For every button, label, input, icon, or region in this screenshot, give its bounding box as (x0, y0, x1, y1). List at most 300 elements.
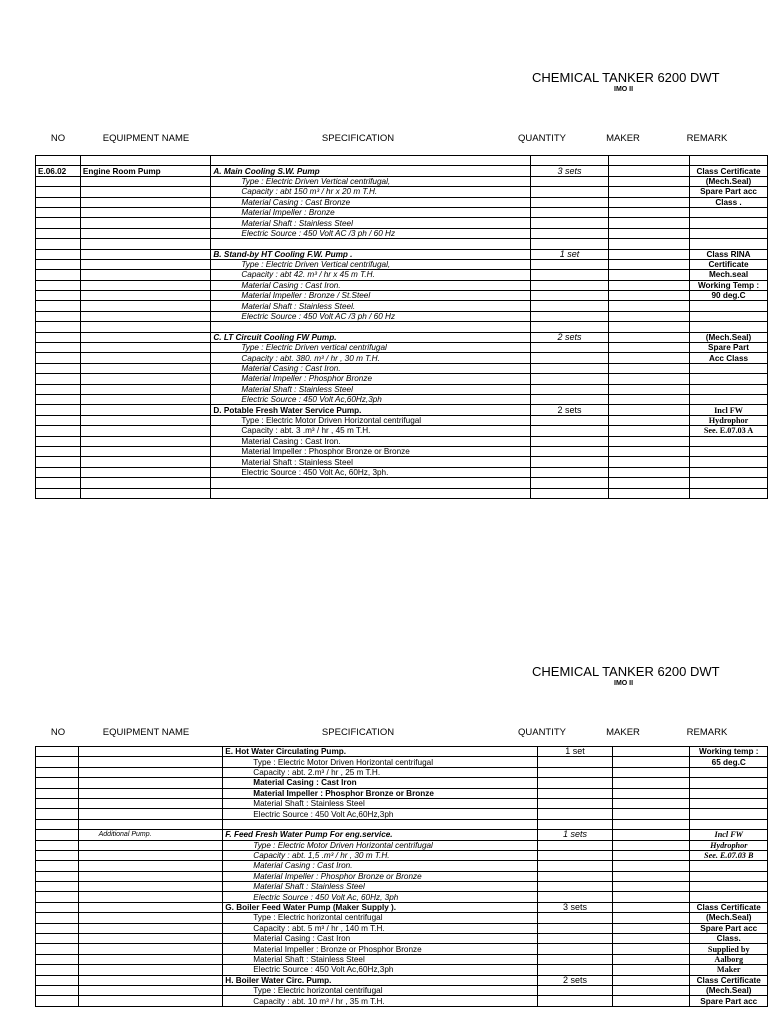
header-quantity: QUANTITY (517, 133, 567, 144)
table-row (36, 892, 768, 902)
cell-quantity: 3 sets (537, 902, 612, 912)
cell-specification: Type : Electric horizontal centrifugal (223, 985, 538, 995)
table-row (36, 840, 768, 850)
cell-no (36, 488, 81, 498)
cell-quantity (531, 363, 609, 373)
table-row (36, 944, 768, 954)
cell-remark (690, 457, 768, 467)
cell-remark (690, 311, 768, 321)
table-row (36, 809, 768, 819)
cell-remark: (Mech.Seal) (690, 332, 768, 342)
cell-equipment-name (78, 944, 223, 954)
table-row (36, 228, 768, 238)
table-row (36, 166, 768, 176)
table-row (36, 291, 768, 301)
cell-maker (608, 166, 689, 176)
table-row (36, 374, 768, 384)
cell-no: E.06.02 (36, 166, 81, 176)
cell-equipment-name (80, 467, 211, 477)
cell-remark (690, 819, 768, 829)
table-row (36, 156, 768, 166)
cell-maker (608, 353, 689, 363)
cell-specification: Material Shaft : Stainless Steel. (211, 301, 531, 311)
table-row (36, 415, 768, 425)
document-subtitle: IMO II (614, 86, 634, 93)
cell-remark (690, 861, 768, 871)
cell-quantity (537, 985, 612, 995)
cell-equipment-name (80, 343, 211, 353)
cell-no (36, 923, 79, 933)
cell-maker (608, 478, 689, 488)
cell-specification: Electric Source : 450 Volt Ac, 60Hz, 3ph (223, 892, 538, 902)
cell-no (36, 478, 81, 488)
cell-equipment-name (78, 965, 223, 975)
cell-specification: Material Impeller : Bronze / St.Steel (211, 291, 531, 301)
cell-remark: (Mech.Seal) (690, 913, 768, 923)
cell-maker (613, 892, 690, 902)
cell-equipment-name (78, 892, 223, 902)
cell-no (36, 882, 79, 892)
cell-remark: Maker (690, 965, 768, 975)
cell-maker (613, 747, 690, 757)
cell-quantity (537, 965, 612, 975)
table-row (36, 488, 768, 498)
cell-equipment-name (80, 249, 211, 259)
table-row (36, 954, 768, 964)
cell-no (36, 850, 79, 860)
cell-specification: E. Hot Water Circulating Pump. (223, 747, 538, 757)
cell-specification: Capacity : abt. 5 m³ / hr , 140 m T.H. (223, 923, 538, 933)
cell-quantity (531, 467, 609, 477)
cell-equipment-name (80, 405, 211, 415)
cell-specification: Electric Source : 450 Volt Ac, 60Hz, 3ph. (211, 467, 531, 477)
cell-maker (608, 343, 689, 353)
table-row (36, 259, 768, 269)
cell-quantity (531, 426, 609, 436)
cell-equipment-name (80, 301, 211, 311)
table-row (36, 913, 768, 923)
cell-remark: Incl FW (690, 830, 768, 840)
cell-equipment-name (80, 332, 211, 342)
cell-maker (608, 446, 689, 456)
cell-remark (690, 767, 768, 777)
cell-remark (690, 778, 768, 788)
cell-equipment-name (78, 840, 223, 850)
cell-specification: Material Shaft : Stainless Steel (211, 457, 531, 467)
cell-no (36, 291, 81, 301)
cell-equipment-name (80, 436, 211, 446)
cell-no (36, 374, 81, 384)
cell-no (36, 156, 81, 166)
cell-quantity (531, 280, 609, 290)
cell-no (36, 322, 81, 332)
cell-equipment-name (78, 882, 223, 892)
cell-maker (613, 767, 690, 777)
cell-no (36, 187, 81, 197)
cell-no (36, 207, 81, 217)
table-row (36, 311, 768, 321)
cell-equipment-name (80, 446, 211, 456)
cell-maker (608, 270, 689, 280)
cell-no (36, 176, 81, 186)
cell-quantity: 1 set (531, 249, 609, 259)
cell-quantity (531, 259, 609, 269)
document-subtitle: IMO II (614, 680, 634, 687)
cell-equipment-name (80, 394, 211, 404)
cell-specification: B. Stand-by HT Cooling F.W. Pump . (211, 249, 531, 259)
cell-remark (690, 301, 768, 311)
cell-equipment-name (80, 384, 211, 394)
cell-specification: Material Impeller : Bronze (211, 207, 531, 217)
cell-specification: Material Shaft : Stainless Steel (223, 954, 538, 964)
table-row (36, 249, 768, 259)
cell-no (36, 343, 81, 353)
cell-equipment-name (78, 850, 223, 860)
cell-quantity (531, 239, 609, 249)
table-row (36, 405, 768, 415)
cell-maker (608, 374, 689, 384)
header-maker: MAKER (606, 133, 640, 144)
table-row (36, 426, 768, 436)
cell-maker (613, 913, 690, 923)
cell-specification: F. Feed Fresh Water Pump For eng.service. (223, 830, 538, 840)
cell-quantity (531, 322, 609, 332)
table-row (36, 394, 768, 404)
cell-specification: Type : Electric Driven vertical centrifugal (211, 343, 531, 353)
cell-no (36, 975, 79, 985)
cell-maker (613, 902, 690, 912)
cell-remark: Supplied by (690, 944, 768, 954)
cell-remark: Working Temp : (690, 280, 768, 290)
cell-quantity (537, 996, 612, 1006)
cell-maker (608, 218, 689, 228)
table-row (36, 197, 768, 207)
cell-maker (613, 871, 690, 881)
cell-remark: Class Certificate (690, 975, 768, 985)
cell-remark (690, 374, 768, 384)
cell-maker (608, 156, 689, 166)
table-row (36, 902, 768, 912)
cell-no (36, 809, 79, 819)
cell-no (36, 788, 79, 798)
cell-maker (613, 996, 690, 1006)
cell-equipment-name (80, 197, 211, 207)
cell-equipment-name (80, 322, 211, 332)
table-row (36, 757, 768, 767)
cell-specification: Material Casing : Cast Iron. (211, 363, 531, 373)
cell-quantity (537, 954, 612, 964)
header-specification: SPECIFICATION (321, 133, 395, 144)
cell-equipment-name (78, 767, 223, 777)
cell-quantity (531, 228, 609, 238)
cell-maker (608, 239, 689, 249)
cell-specification (211, 156, 531, 166)
cell-equipment-name (78, 923, 223, 933)
cell-specification: Material Casing : Cast Iron (223, 778, 538, 788)
cell-maker (613, 840, 690, 850)
cell-no (36, 446, 81, 456)
cell-maker (608, 488, 689, 498)
cell-no (36, 996, 79, 1006)
cell-equipment-name (80, 218, 211, 228)
cell-specification: Electric Source : 450 Volt AC /3 ph / 60 Hz (211, 228, 531, 238)
cell-no (36, 415, 81, 425)
cell-no (36, 913, 79, 923)
header-specification: SPECIFICATION (321, 727, 395, 738)
cell-remark: See. E.07.03 A (690, 426, 768, 436)
cell-maker (613, 985, 690, 995)
cell-maker (608, 332, 689, 342)
table-row (36, 996, 768, 1006)
cell-specification: Material Casing : Cast Iron. (211, 436, 531, 446)
cell-quantity: 2 sets (531, 405, 609, 415)
cell-maker (608, 436, 689, 446)
cell-remark (690, 322, 768, 332)
cell-specification: Capacity : abt 150 m³ / hr x 20 m T.H. (211, 187, 531, 197)
cell-remark: Class Certificate (690, 166, 768, 176)
cell-no (36, 819, 79, 829)
cell-specification (211, 488, 531, 498)
cell-specification: Capacity : abt. 3 .m³ / hr , 45 m T.H. (211, 426, 531, 436)
cell-remark: Incl FW (690, 405, 768, 415)
header-no: NO (50, 727, 66, 738)
table-row (36, 343, 768, 353)
table-row (36, 767, 768, 777)
table-row (36, 778, 768, 788)
cell-remark: Hydrophor (690, 415, 768, 425)
cell-remark: Spare Part acc (690, 923, 768, 933)
cell-specification: Material Casing : Cast Iron. (223, 861, 538, 871)
cell-equipment-name (80, 488, 211, 498)
table-row (36, 218, 768, 228)
cell-no (36, 270, 81, 280)
cell-no (36, 259, 81, 269)
cell-maker (613, 757, 690, 767)
cell-remark (690, 467, 768, 477)
cell-specification: Material Impeller : Bronze or Phosphor Bronze (223, 944, 538, 954)
cell-quantity (531, 270, 609, 280)
cell-maker (608, 467, 689, 477)
cell-remark (690, 239, 768, 249)
cell-maker (608, 457, 689, 467)
cell-specification: Material Shaft : Stainless Steel (223, 798, 538, 808)
cell-equipment-name (80, 156, 211, 166)
table-row (36, 280, 768, 290)
table-row (36, 882, 768, 892)
cell-quantity (537, 767, 612, 777)
cell-quantity (537, 861, 612, 871)
cell-quantity (531, 291, 609, 301)
table-row (36, 934, 768, 944)
cell-quantity (537, 934, 612, 944)
cell-no (36, 830, 79, 840)
header-equipment-name: EQUIPMENT NAME (102, 727, 190, 738)
cell-remark (690, 436, 768, 446)
cell-quantity (537, 757, 612, 767)
cell-equipment-name (78, 861, 223, 871)
cell-no (36, 436, 81, 446)
cell-no (36, 280, 81, 290)
cell-specification: Material Impeller : Phosphor Bronze or Bronze (211, 446, 531, 456)
cell-remark: Class Certificate (690, 902, 768, 912)
cell-equipment-name (80, 270, 211, 280)
cell-specification: Electric Source : 450 Volt Ac,60Hz,3ph (223, 809, 538, 819)
cell-equipment-name (80, 457, 211, 467)
cell-quantity (537, 850, 612, 860)
cell-remark (690, 228, 768, 238)
cell-no (36, 902, 79, 912)
cell-maker (608, 197, 689, 207)
cell-no (36, 311, 81, 321)
cell-quantity (531, 394, 609, 404)
cell-maker (608, 280, 689, 290)
cell-no (36, 384, 81, 394)
cell-equipment-name (80, 187, 211, 197)
cell-specification: Material Casing : Cast Bronze (211, 197, 531, 207)
cell-maker (608, 228, 689, 238)
cell-remark (690, 788, 768, 798)
cell-no (36, 892, 79, 902)
equipment-table (35, 746, 768, 1007)
cell-remark: (Mech.Seal) (690, 985, 768, 995)
cell-equipment-name: Additional Pump. (78, 830, 223, 840)
table-row (36, 363, 768, 373)
table-row (36, 176, 768, 186)
cell-maker (613, 923, 690, 933)
cell-equipment-name (78, 747, 223, 757)
cell-equipment-name (80, 176, 211, 186)
cell-remark (690, 882, 768, 892)
cell-specification: D. Potable Fresh Water Service Pump. (211, 405, 531, 415)
cell-no (36, 798, 79, 808)
cell-equipment-name (78, 809, 223, 819)
cell-quantity: 2 sets (537, 975, 612, 985)
cell-no (36, 426, 81, 436)
cell-maker (608, 363, 689, 373)
cell-specification: Material Impeller : Phosphor Bronze (211, 374, 531, 384)
cell-remark: Spare Part acc (690, 187, 768, 197)
cell-maker (613, 798, 690, 808)
cell-maker (608, 176, 689, 186)
cell-equipment-name (80, 374, 211, 384)
cell-no (36, 757, 79, 767)
cell-no (36, 840, 79, 850)
cell-specification (223, 819, 538, 829)
cell-equipment-name (78, 985, 223, 995)
cell-quantity (531, 207, 609, 217)
cell-no (36, 405, 81, 415)
cell-remark (690, 478, 768, 488)
cell-maker (608, 207, 689, 217)
cell-maker (608, 291, 689, 301)
cell-no (36, 301, 81, 311)
cell-equipment-name (80, 228, 211, 238)
cell-specification: Capacity : abt. 1,5 .m³ / hr , 30 m T.H. (223, 850, 538, 860)
cell-no (36, 197, 81, 207)
cell-specification: Material Casing : Cast Iron. (211, 280, 531, 290)
cell-remark (690, 156, 768, 166)
cell-specification (211, 322, 531, 332)
cell-maker (608, 259, 689, 269)
cell-quantity (537, 840, 612, 850)
cell-equipment-name (80, 239, 211, 249)
table-row (36, 207, 768, 217)
cell-remark: Aalborg (690, 954, 768, 964)
cell-remark: Acc Class (690, 353, 768, 363)
table-row (36, 965, 768, 975)
cell-maker (613, 934, 690, 944)
cell-maker (608, 415, 689, 425)
cell-no (36, 353, 81, 363)
cell-specification: Electric Source : 450 Volt AC /3 ph / 60 Hz (211, 311, 531, 321)
cell-quantity (531, 218, 609, 228)
cell-quantity: 2 sets (531, 332, 609, 342)
document-title: CHEMICAL TANKER 6200 DWT (532, 664, 720, 679)
cell-equipment-name (78, 913, 223, 923)
cell-no (36, 218, 81, 228)
cell-remark: Class . (690, 197, 768, 207)
cell-quantity (531, 457, 609, 467)
document-title: CHEMICAL TANKER 6200 DWT (532, 70, 720, 85)
cell-specification: G. Boiler Feed Water Pump (Maker Supply ). (223, 902, 538, 912)
cell-specification: Electric Source : 450 Volt Ac,60Hz,3ph (211, 394, 531, 404)
cell-specification: C. LT Circuit Cooling FW Pump. (211, 332, 531, 342)
cell-maker (613, 819, 690, 829)
cell-specification: Material Impeller : Phosphor Bronze or Bronze (223, 871, 538, 881)
cell-specification: Electric Source : 450 Volt Ac,60Hz,3ph (223, 965, 538, 975)
table-row (36, 819, 768, 829)
cell-specification: Material Impeller : Phosphor Bronze or Bronze (223, 788, 538, 798)
cell-equipment-name (80, 311, 211, 321)
cell-equipment-name (78, 934, 223, 944)
cell-maker (613, 809, 690, 819)
table-row (36, 301, 768, 311)
cell-remark (690, 207, 768, 217)
table-row (36, 187, 768, 197)
cell-no (36, 747, 79, 757)
header-maker: MAKER (606, 727, 640, 738)
table-row (36, 239, 768, 249)
cell-remark: Class RINA (690, 249, 768, 259)
cell-maker (613, 882, 690, 892)
cell-remark: Mech.seal (690, 270, 768, 280)
cell-maker (608, 301, 689, 311)
cell-remark (690, 218, 768, 228)
cell-equipment-name (80, 363, 211, 373)
cell-quantity: 3 sets (531, 166, 609, 176)
cell-equipment-name (80, 478, 211, 488)
cell-no (36, 228, 81, 238)
table-row (36, 985, 768, 995)
table-row (36, 457, 768, 467)
cell-remark (690, 363, 768, 373)
equipment-table (35, 155, 768, 499)
cell-no (36, 239, 81, 249)
cell-no (36, 778, 79, 788)
cell-quantity (537, 788, 612, 798)
cell-specification (211, 478, 531, 488)
cell-maker (613, 778, 690, 788)
cell-equipment-name (78, 975, 223, 985)
cell-maker (613, 975, 690, 985)
table-row (36, 830, 768, 840)
cell-equipment-name (78, 996, 223, 1006)
cell-specification: Capacity : abt. 2.m³ / hr , 25 m T.H. (223, 767, 538, 777)
cell-quantity (531, 384, 609, 394)
table-row (36, 923, 768, 933)
cell-quantity (537, 913, 612, 923)
cell-quantity (531, 478, 609, 488)
